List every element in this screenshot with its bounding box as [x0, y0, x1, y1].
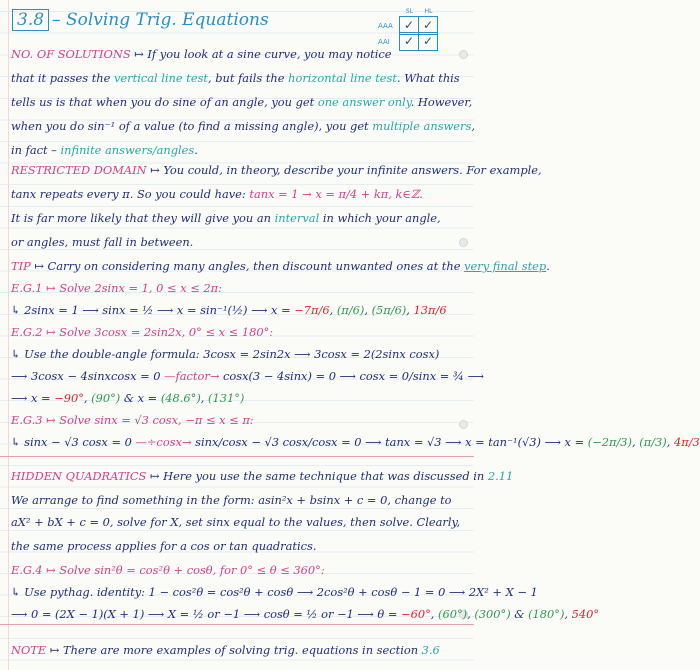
text-run: in which your angle,	[319, 211, 441, 225]
text-run: .	[194, 143, 198, 157]
text-run: that it passes the	[11, 71, 114, 85]
text-run: ↦ You could, in theory, describe your infinite answers. For example,	[146, 163, 542, 177]
text-run: infinite answers/angles	[60, 143, 195, 157]
text-run: ↦ Solve 2sinx = 1, 0 ≤ x ≤ 2π:	[42, 281, 222, 295]
note-line	[11, 300, 462, 320]
note-line	[11, 322, 462, 342]
note-line	[11, 184, 462, 204]
note-line	[11, 278, 462, 298]
text-run: tanx = 1 → x = π/4 + kπ, k∈ℤ.	[249, 187, 423, 201]
text-run: . What this	[396, 71, 460, 85]
text-run: −7π/6	[294, 303, 330, 317]
text-run: &	[510, 607, 529, 621]
note-line	[11, 512, 462, 532]
text-run: —factor→	[164, 369, 220, 383]
text-run: sinx/cosx − √3 cosx/cosx = 0 ⟶ tanx = √3 ⟶ x = tan⁻¹(√3) ⟶ x =	[191, 435, 588, 449]
margin-line	[8, 0, 9, 670]
note-line	[11, 466, 514, 486]
text-run: ↳ 2sinx = 1 ⟶ sinx = ½ ⟶ x = sin⁻¹(½) ⟶ x =	[11, 303, 295, 317]
text-run: vertical line test	[114, 71, 209, 85]
text-run: ,	[200, 391, 209, 405]
text-run: ↦ Solve sinx = √3 cosx, −π ≤ x ≤ π:	[42, 413, 254, 427]
note-line	[11, 432, 700, 452]
text-run: ,	[564, 607, 572, 621]
note-line	[11, 410, 462, 430]
note-line	[11, 160, 542, 180]
note-line	[11, 604, 600, 624]
text-run: (180°)	[528, 607, 565, 621]
text-run: . However,	[410, 95, 473, 109]
text-run: (5π/6)	[371, 303, 407, 317]
text-run: ,	[83, 391, 92, 405]
text-run: ,	[666, 435, 674, 449]
title-text: – Solving Trig. Equations	[52, 10, 269, 30]
text-run: tells us is that when you do sine of an angle, you get	[11, 95, 318, 109]
text-run: 13π/6	[413, 303, 447, 317]
text-run: ,	[406, 303, 414, 317]
heading-label: E.G.1	[11, 281, 43, 295]
text-run: 540°	[571, 607, 600, 621]
text-run: interval	[274, 211, 320, 225]
text-run: ↦ Here you use the same technique that was discussed in	[146, 469, 488, 483]
text-run: We arrange to find something in the form: asin²x + bsinx + c = 0, change to	[11, 493, 452, 507]
text-run: .	[546, 259, 550, 273]
note-line	[11, 140, 462, 160]
checkmark-icon: ✓	[418, 32, 438, 51]
text-run: It is far more likely that they will give you an	[11, 211, 275, 225]
text-run: tanx repeats every π. So you could have:	[11, 187, 250, 201]
text-run: (48.6°)	[160, 391, 201, 405]
note-line	[11, 582, 538, 602]
text-run: −60°	[401, 607, 431, 621]
text-run: when you do sin⁻¹ of a value (to find a missing angle), you get	[11, 119, 373, 133]
text-run: ↳ sinx − √3 cosx = 0	[11, 435, 136, 449]
note-line	[11, 640, 462, 660]
text-run: ,	[632, 435, 640, 449]
note-line	[11, 388, 462, 408]
text-run: ,	[329, 303, 337, 317]
note-line	[11, 366, 484, 386]
text-run: 3.6	[421, 643, 440, 657]
note-line	[11, 208, 462, 228]
text-run: ↦ Carry on considering many angles, then discount unwanted ones at the	[30, 259, 465, 273]
grid-row-label: AAA	[378, 21, 393, 30]
grid-row-label: AAI	[378, 37, 390, 46]
text-run: horizontal line test	[288, 71, 397, 85]
text-run: (π/6)	[336, 303, 365, 317]
checkmark-icon: ✓	[399, 32, 419, 51]
text-run: ↳ Use pythag. identity: 1 − cos²θ = cos²θ + cosθ ⟶ 2cos²θ + cosθ − 1 = 0 ⟶ 2X² + X − 1	[11, 585, 538, 599]
grid-col-sl: SL	[405, 8, 414, 15]
section-divider	[0, 456, 474, 457]
text-run: ⟶ x =	[11, 391, 55, 405]
section-divider	[0, 624, 474, 625]
text-run: the same process applies for a cos or tan quadratics.	[11, 539, 317, 553]
text-run: ,	[364, 303, 372, 317]
text-run: (131°)	[208, 391, 245, 405]
text-run: multiple answers	[372, 119, 472, 133]
note-line	[11, 232, 462, 252]
text-run: (π/3)	[639, 435, 667, 449]
text-run: ↦ There are more examples of solving trig. equations in section	[46, 643, 422, 657]
heading-label: HIDDEN QUADRATICS	[11, 469, 147, 483]
text-run: very final step	[464, 259, 547, 273]
heading-label: NOTE	[11, 643, 47, 657]
heading-label: E.G.3	[11, 413, 43, 427]
text-run: 2.11	[487, 469, 514, 483]
text-run: (−2π/3)	[587, 435, 632, 449]
text-run: ,	[467, 607, 475, 621]
text-run: —÷cosx→	[135, 435, 192, 449]
note-line	[11, 560, 462, 580]
grid-header	[400, 8, 438, 15]
text-run: cosx(3 − 4sinx) = 0 ⟶ cosx = 0/sinx = ¾ ⟶	[219, 369, 484, 383]
text-run: & x =	[120, 391, 161, 405]
text-run: ↦ If you look at a sine curve, you may notice	[130, 47, 392, 61]
heading-label: E.G.4	[11, 563, 43, 577]
text-run: (60°)	[438, 607, 468, 621]
page-title	[12, 8, 269, 32]
text-run: −90°	[54, 391, 84, 405]
heading-label: E.G.2	[11, 325, 43, 339]
heading-label: NO. OF SOLUTIONS	[11, 47, 131, 61]
note-line	[11, 490, 462, 510]
text-run: , but fails the	[208, 71, 289, 85]
note-line	[11, 116, 475, 136]
text-run: 4π/3	[673, 435, 700, 449]
section-number: 3.8	[12, 9, 49, 31]
note-line	[11, 68, 462, 88]
checkmark-icon: ✓	[399, 16, 419, 35]
heading-label: TIP	[11, 259, 31, 273]
grid-col-hl: HL	[424, 8, 433, 15]
text-run: or angles, must fall in between.	[11, 235, 194, 249]
text-run: ,	[471, 119, 475, 133]
text-run: ⟶ 0 = (2X − 1)(X + 1) ⟶ X = ½ or −1 ⟶ cosθ = ½ or −1 ⟶ θ =	[11, 607, 402, 621]
text-run: ↦ Solve 3cosx = 2sin2x, 0° ≤ x ≤ 180°:	[42, 325, 274, 339]
checkmark-icon: ✓	[418, 16, 438, 35]
text-run: one answer only	[317, 95, 411, 109]
heading-label: RESTRICTED DOMAIN	[11, 163, 147, 177]
text-run: (90°)	[91, 391, 121, 405]
note-line	[11, 536, 462, 556]
note-line	[11, 92, 473, 112]
text-run: ,	[430, 607, 439, 621]
text-run: ↦ Solve sin²θ = cos²θ + cosθ, for 0° ≤ θ ≤ 360°:	[42, 563, 325, 577]
note-line	[11, 344, 462, 364]
text-run: ↳ Use the double-angle formula: 3cosx = 2sin2x ⟶ 3cosx = 2(2sinx cosx)	[11, 347, 440, 361]
note-line	[11, 44, 462, 64]
text-run: aX² + bX + c = 0, solve for X, set sinx equal to the values, then solve. Clearly,	[11, 515, 461, 529]
text-run: ⟶ 3cosx − 4sinxcosx = 0	[11, 369, 165, 383]
note-line	[11, 256, 550, 276]
text-run: (300°)	[474, 607, 511, 621]
text-run: in fact –	[11, 143, 61, 157]
